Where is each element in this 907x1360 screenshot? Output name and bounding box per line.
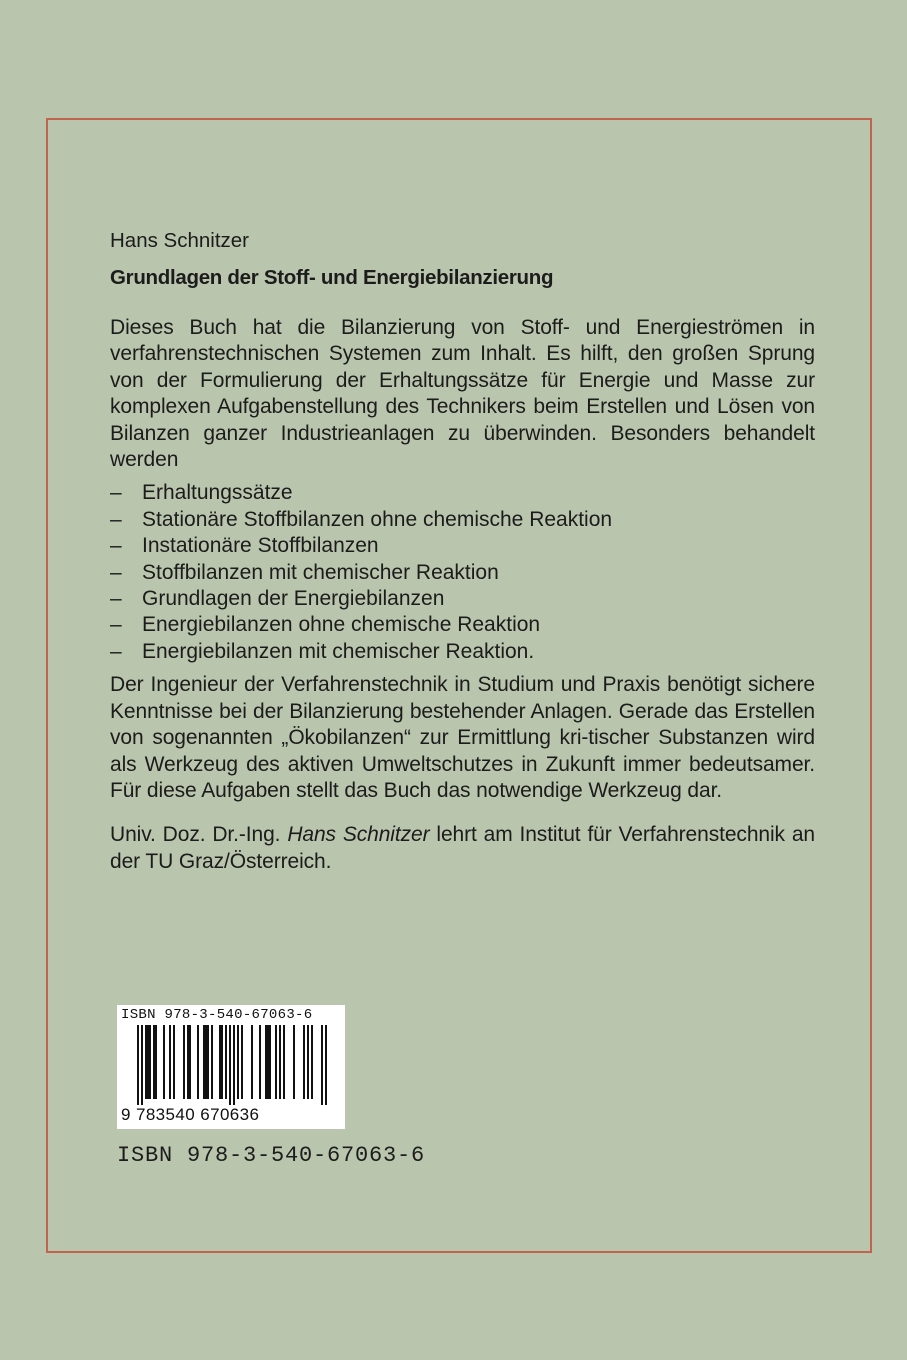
topic-text: Energiebilanzen ohne chemische Reaktion [142,613,541,637]
dash-marker: – [110,481,122,505]
author-bio [110,822,815,875]
bio-suffix: lehrt am Institut für Verfahrenstechnik an der TU Graz/Österreich. [110,823,815,873]
back-cover-text [110,228,815,875]
barcode-bar [259,1025,261,1099]
barcode-bar [183,1025,185,1099]
barcode-bar [283,1025,285,1099]
barcode-bar [145,1025,147,1099]
barcode-isbn-label: ISBN 978-3-540-67063-6 [121,1007,313,1023]
dash-marker: – [110,534,122,558]
barcode-bar [153,1025,155,1099]
barcode-bar [229,1025,231,1105]
intro-paragraph: Dieses Buch hat die Bilanzierung von Stoff- und Energieströmen in verfahrenstechnischen Systemen zum Inhalt. Es hilft, den großen Sprung von der Formulierung der Erhaltungssätze für Energie und Masse zur komplexen Aufgabenstellung des Technikers beim Erstellen und Lösen von Bilanzen ganzer Industrieanlagen zu überwinden. Besonders behandelt werden [110,316,815,472]
topic-text: Stoffbilanzen mit chemischer Reaktion [142,560,499,584]
bio-prefix: Univ. Doz. Dr.-Ing. [110,823,281,847]
barcode-bar [269,1025,271,1099]
topic-text: Stationäre Stoffbilanzen ohne chemische Reaktion [142,507,613,531]
author-name: Hans Schnitzer [110,229,250,252]
topic-text: Energiebilanzen mit chemischer Reaktion. [142,639,535,663]
barcode-bar [267,1025,269,1099]
barcode-bars [121,1025,341,1105]
barcode-bar [137,1025,139,1105]
barcode-bar [325,1025,327,1105]
barcode-bar [225,1025,227,1099]
dash-marker: – [110,507,122,531]
barcode-bar [275,1025,277,1099]
barcode-bar [241,1025,243,1099]
dash-marker: – [110,587,122,611]
barcode-bar [163,1025,165,1099]
dash-marker: – [110,560,122,584]
barcode-bar [307,1025,309,1099]
barcode-bar [173,1025,175,1099]
practice-paragraph: Der Ingenieur der Verfahrenstechnik in Studium und Praxis benötigt sichere Kenntnisse bei der Bilanzierung bestehender Anlagen. Gerade das Erstellen von sogenannten „Ökobilanzen“ zur Ermittlung kri-tischer Substanzen wird als Werkzeug des aktiven Umweltschutzes in Zukunft immer bedeutsamer. Für diese Aufgaben stellt das Buch das notwendige Werkzeug dar. [110,673,815,802]
barcode-bar [149,1025,151,1099]
list-item [110,533,815,559]
barcode-bar [189,1025,191,1099]
topic-text: Grundlagen der Energiebilanzen [142,587,445,611]
dash-marker: – [110,613,122,637]
barcode-bar [169,1025,171,1099]
list-item [110,507,815,533]
barcode-bar [211,1025,213,1099]
barcode-bar [203,1025,205,1099]
list-item [110,480,815,506]
barcode-bar [311,1025,313,1099]
barcode-bar [187,1025,189,1099]
book-title: Grundlagen der Stoff- und Energiebilanzierung [110,266,554,289]
barcode-bar [265,1025,267,1099]
barcode-bar [141,1025,143,1105]
barcode-bar [197,1025,199,1099]
list-item [110,560,815,586]
barcode-bar [219,1025,221,1099]
barcode-bar [237,1025,239,1099]
barcode-bar [279,1025,281,1099]
list-item [110,639,815,665]
barcode-bar [205,1025,207,1099]
barcode-digits: 9 783540 670636 [121,1105,260,1124]
barcode-bar [221,1025,223,1099]
barcode-bar [147,1025,149,1099]
topic-text: Instationäre Stoffbilanzen [142,534,379,558]
barcode-box [117,1005,345,1129]
list-item [110,586,815,612]
dash-marker: – [110,639,122,663]
list-item [110,612,815,638]
topic-text: Erhaltungssätze [142,481,293,505]
barcode-bar [293,1025,295,1099]
barcode-bar [155,1025,157,1099]
barcode-bar [303,1025,305,1099]
barcode-bar [233,1025,235,1105]
barcode-bar [321,1025,323,1105]
barcode-bar [251,1025,253,1099]
bio-author-name: Hans Schnitzer [287,823,430,847]
barcode-bar [207,1025,209,1099]
topic-list [110,480,815,665]
isbn-number: ISBN 978-3-540-67063-6 [117,1143,426,1168]
